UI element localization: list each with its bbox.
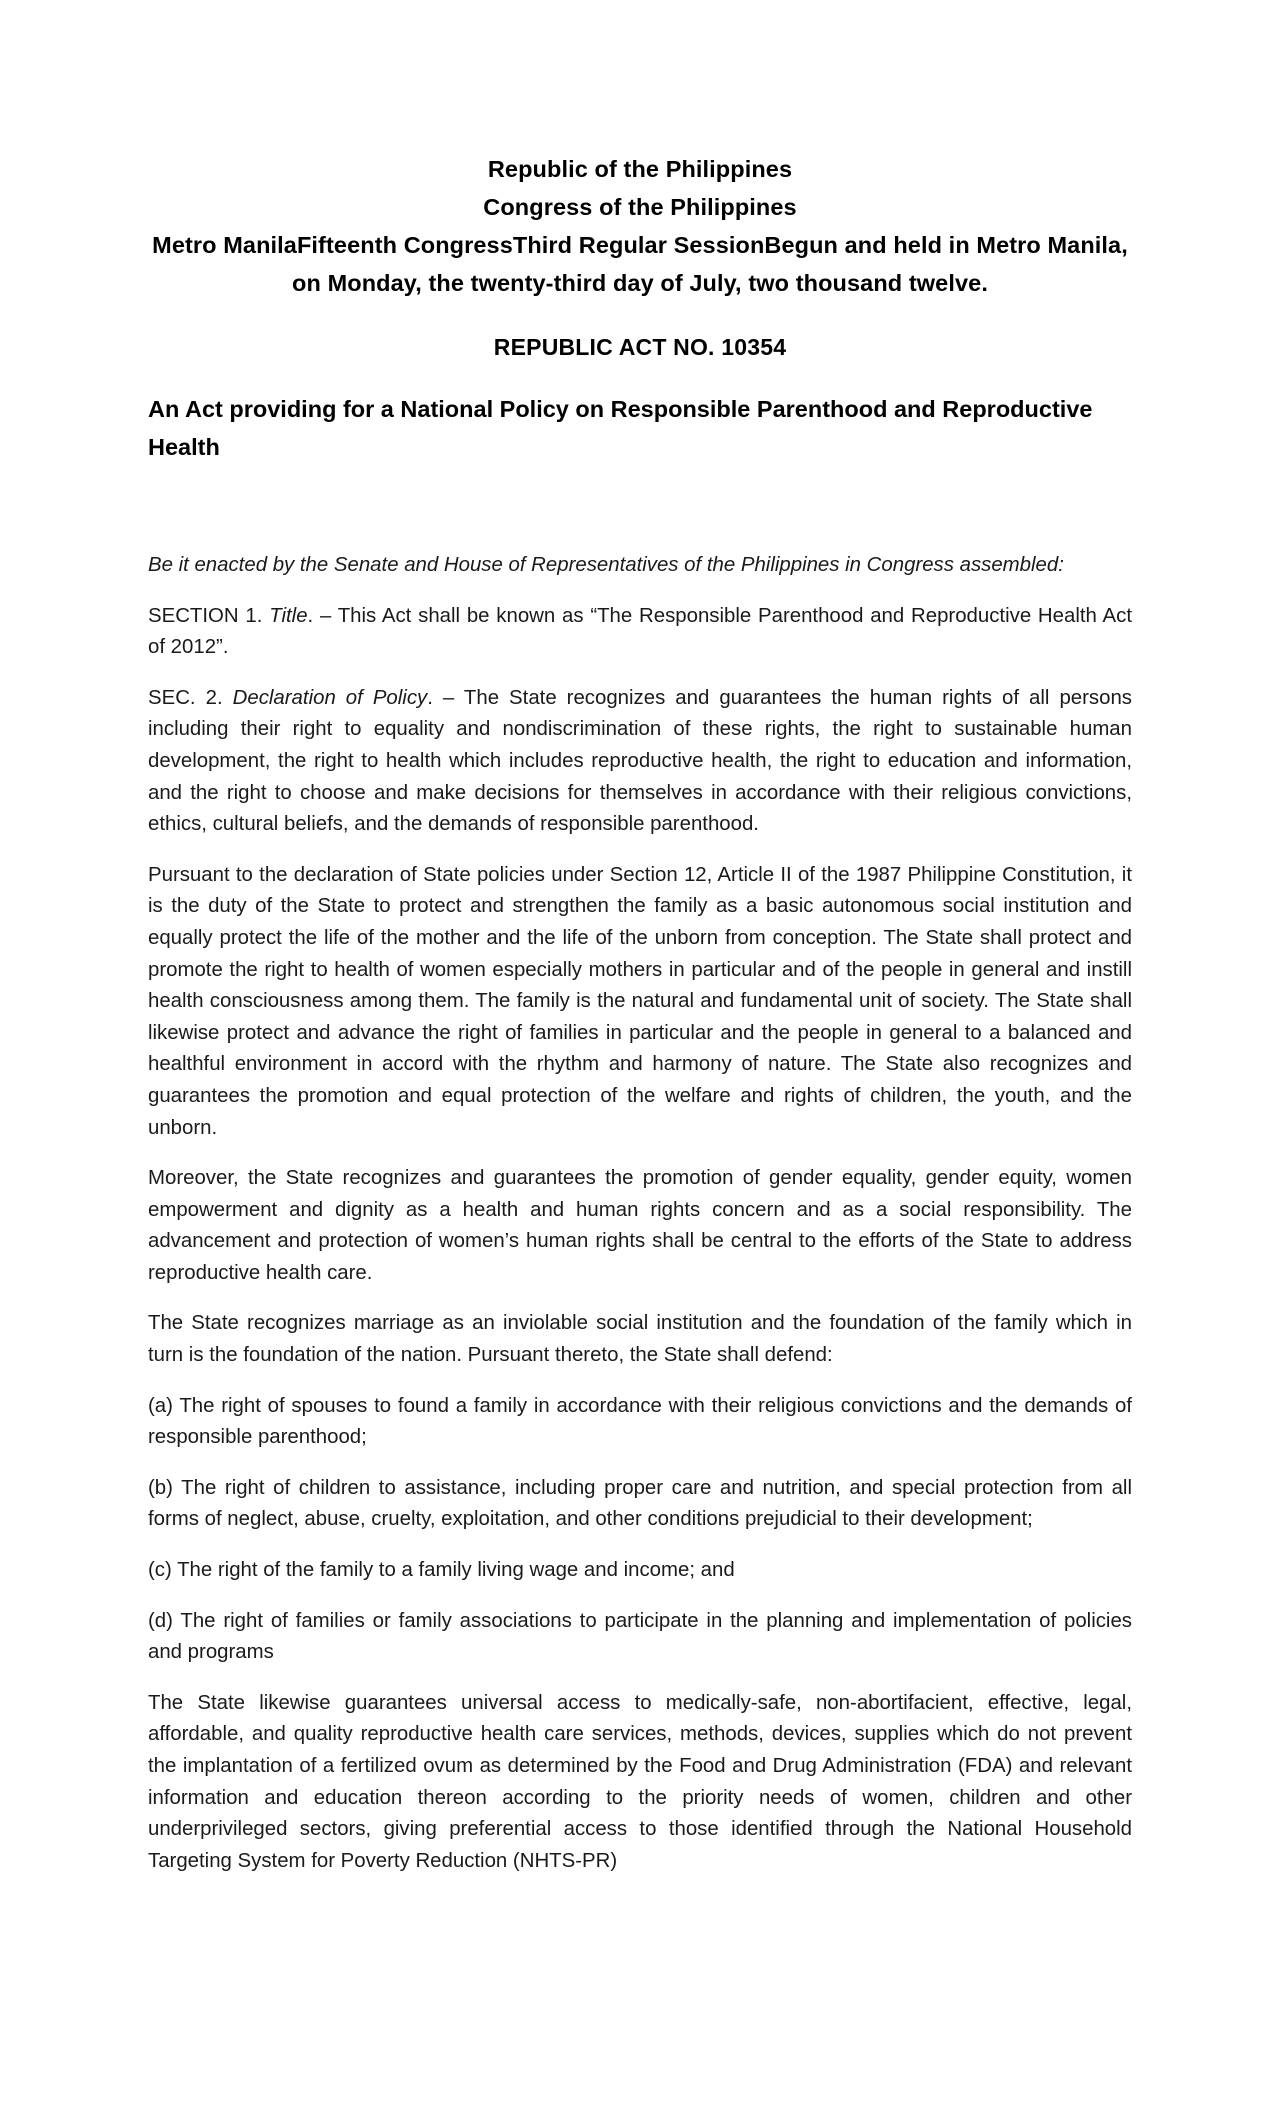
paragraph-text: (c) The right of the family to a family living wage and income; and [148,1559,735,1582]
paragraph-text: The State recognizes marriage as an inviolable social institution and the foundation of the family which in turn is the foundation of the nation. Pursuant thereto, the State shall defend: [148,1312,1132,1367]
paragraph-section-1 [148,601,1132,664]
paragraph-pursuant-declaration [148,860,1132,1144]
act-number: REPUBLIC ACT NO. 10354 [493,334,787,360]
paragraph-universal-access [148,1688,1132,1878]
list-item-a [148,1391,1132,1454]
paragraph-enacting-clause [148,550,1132,582]
paragraph-text: The State likewise guarantees universal access to medically-safe, non-abortifacient, effective, legal, affordable, and quality reproductive health care services, methods, devices, supplies which do not prevent the implantation of a fertilized ovum as determined by the Food and Drug Administration (FDA) and relevant information and education thereon according to the priority needs of women, children and other underprivileged sectors, giving preferential access to those identified through the National Household Targeting System for Poverty Reduction (NHTS-PR) [148,1691,1132,1872]
section-label: SECTION 1. [148,604,270,627]
list-item-b [148,1473,1132,1536]
section-label: SEC. 2. [148,686,233,709]
paragraph-text: (b) The right of children to assistance, including proper care and nutrition, and special protection from all forms of neglect, abuse, cruelty, exploitation, and other conditions prejudicial to their development; [148,1476,1132,1531]
document-header [148,150,1132,302]
act-title: An Act providing for a National Policy on Responsible Parenthood and Reproductive Health [148,396,1093,460]
header-line-session: Metro ManilaFifteenth CongressThird Regular SessionBegun and held in Metro Manila, on Monday, the twenty-third day of July, two thousand twelve. [152,232,1128,296]
document-body [148,550,1132,1877]
paragraph-section-2 [148,683,1132,841]
paragraph-text: . – The State recognizes and guarantees the human rights of all persons including their right to equality and nondiscrimination of these rights, the right to sustainable human development, the right to health which includes reproductive health, the right to education and information, and the right to choose and make decisions for themselves in accordance with their religious convictions, ethics, cultural beliefs, and the demands of responsible parenthood. [148,686,1132,836]
header-line-congress: Congress of the Philippines [483,194,797,220]
section-title-italic: Declaration of Policy [232,686,428,709]
section-title-italic: Title [269,604,308,627]
list-item-d [148,1606,1132,1669]
paragraph-text: Pursuant to the declaration of State policies under Section 12, Article II of the 1987 Philippine Constitution, it is the duty of the State to protect and strengthen the family as a basic autonomous social institution and equally protect the life of the mother and the life of the unborn from conception. The State shall protect and promote the right to health of women especially mothers in particular and of the people in general and instill health consciousness among them. The family is the natural and fundamental unit of society. The State shall likewise protect and advance the right of families in particular and the people in general to a balanced and healthful environment in accord with the rhythm and harmony of nature. The State also recognizes and guarantees the promotion and equal protection of the welfare and rights of children, the youth, and the unborn. [148,863,1132,1139]
paragraph-text: (d) The right of families or family associations to participate in the planning and implementation of policies and programs [148,1609,1132,1664]
header-line-republic: Republic of the Philippines [487,156,793,182]
paragraph-text: . – This Act shall be known as “The Responsible Parenthood and Reproductive Health Act of 2012”. [148,604,1132,659]
paragraph-text: Moreover, the State recognizes and guarantees the promotion of gender equality, gender equity, women empowerment and dignity as a health and human rights concern and as a social responsibility. The advancement and protection of women’s human rights shall be central to the efforts of the State to address reproductive health care. [148,1167,1132,1284]
document-content [148,0,1132,1896]
paragraph-marriage-institution [148,1308,1132,1371]
paragraph-text: (a) The right of spouses to found a family in accordance with their religious convictions and the demands of responsible parenthood; [148,1394,1132,1449]
list-item-c [148,1555,1132,1587]
paragraph-text: Be it enacted by the Senate and House of Representatives of the Philippines in Congress assembled: [148,554,1064,576]
paragraph-gender-equality [148,1163,1132,1289]
